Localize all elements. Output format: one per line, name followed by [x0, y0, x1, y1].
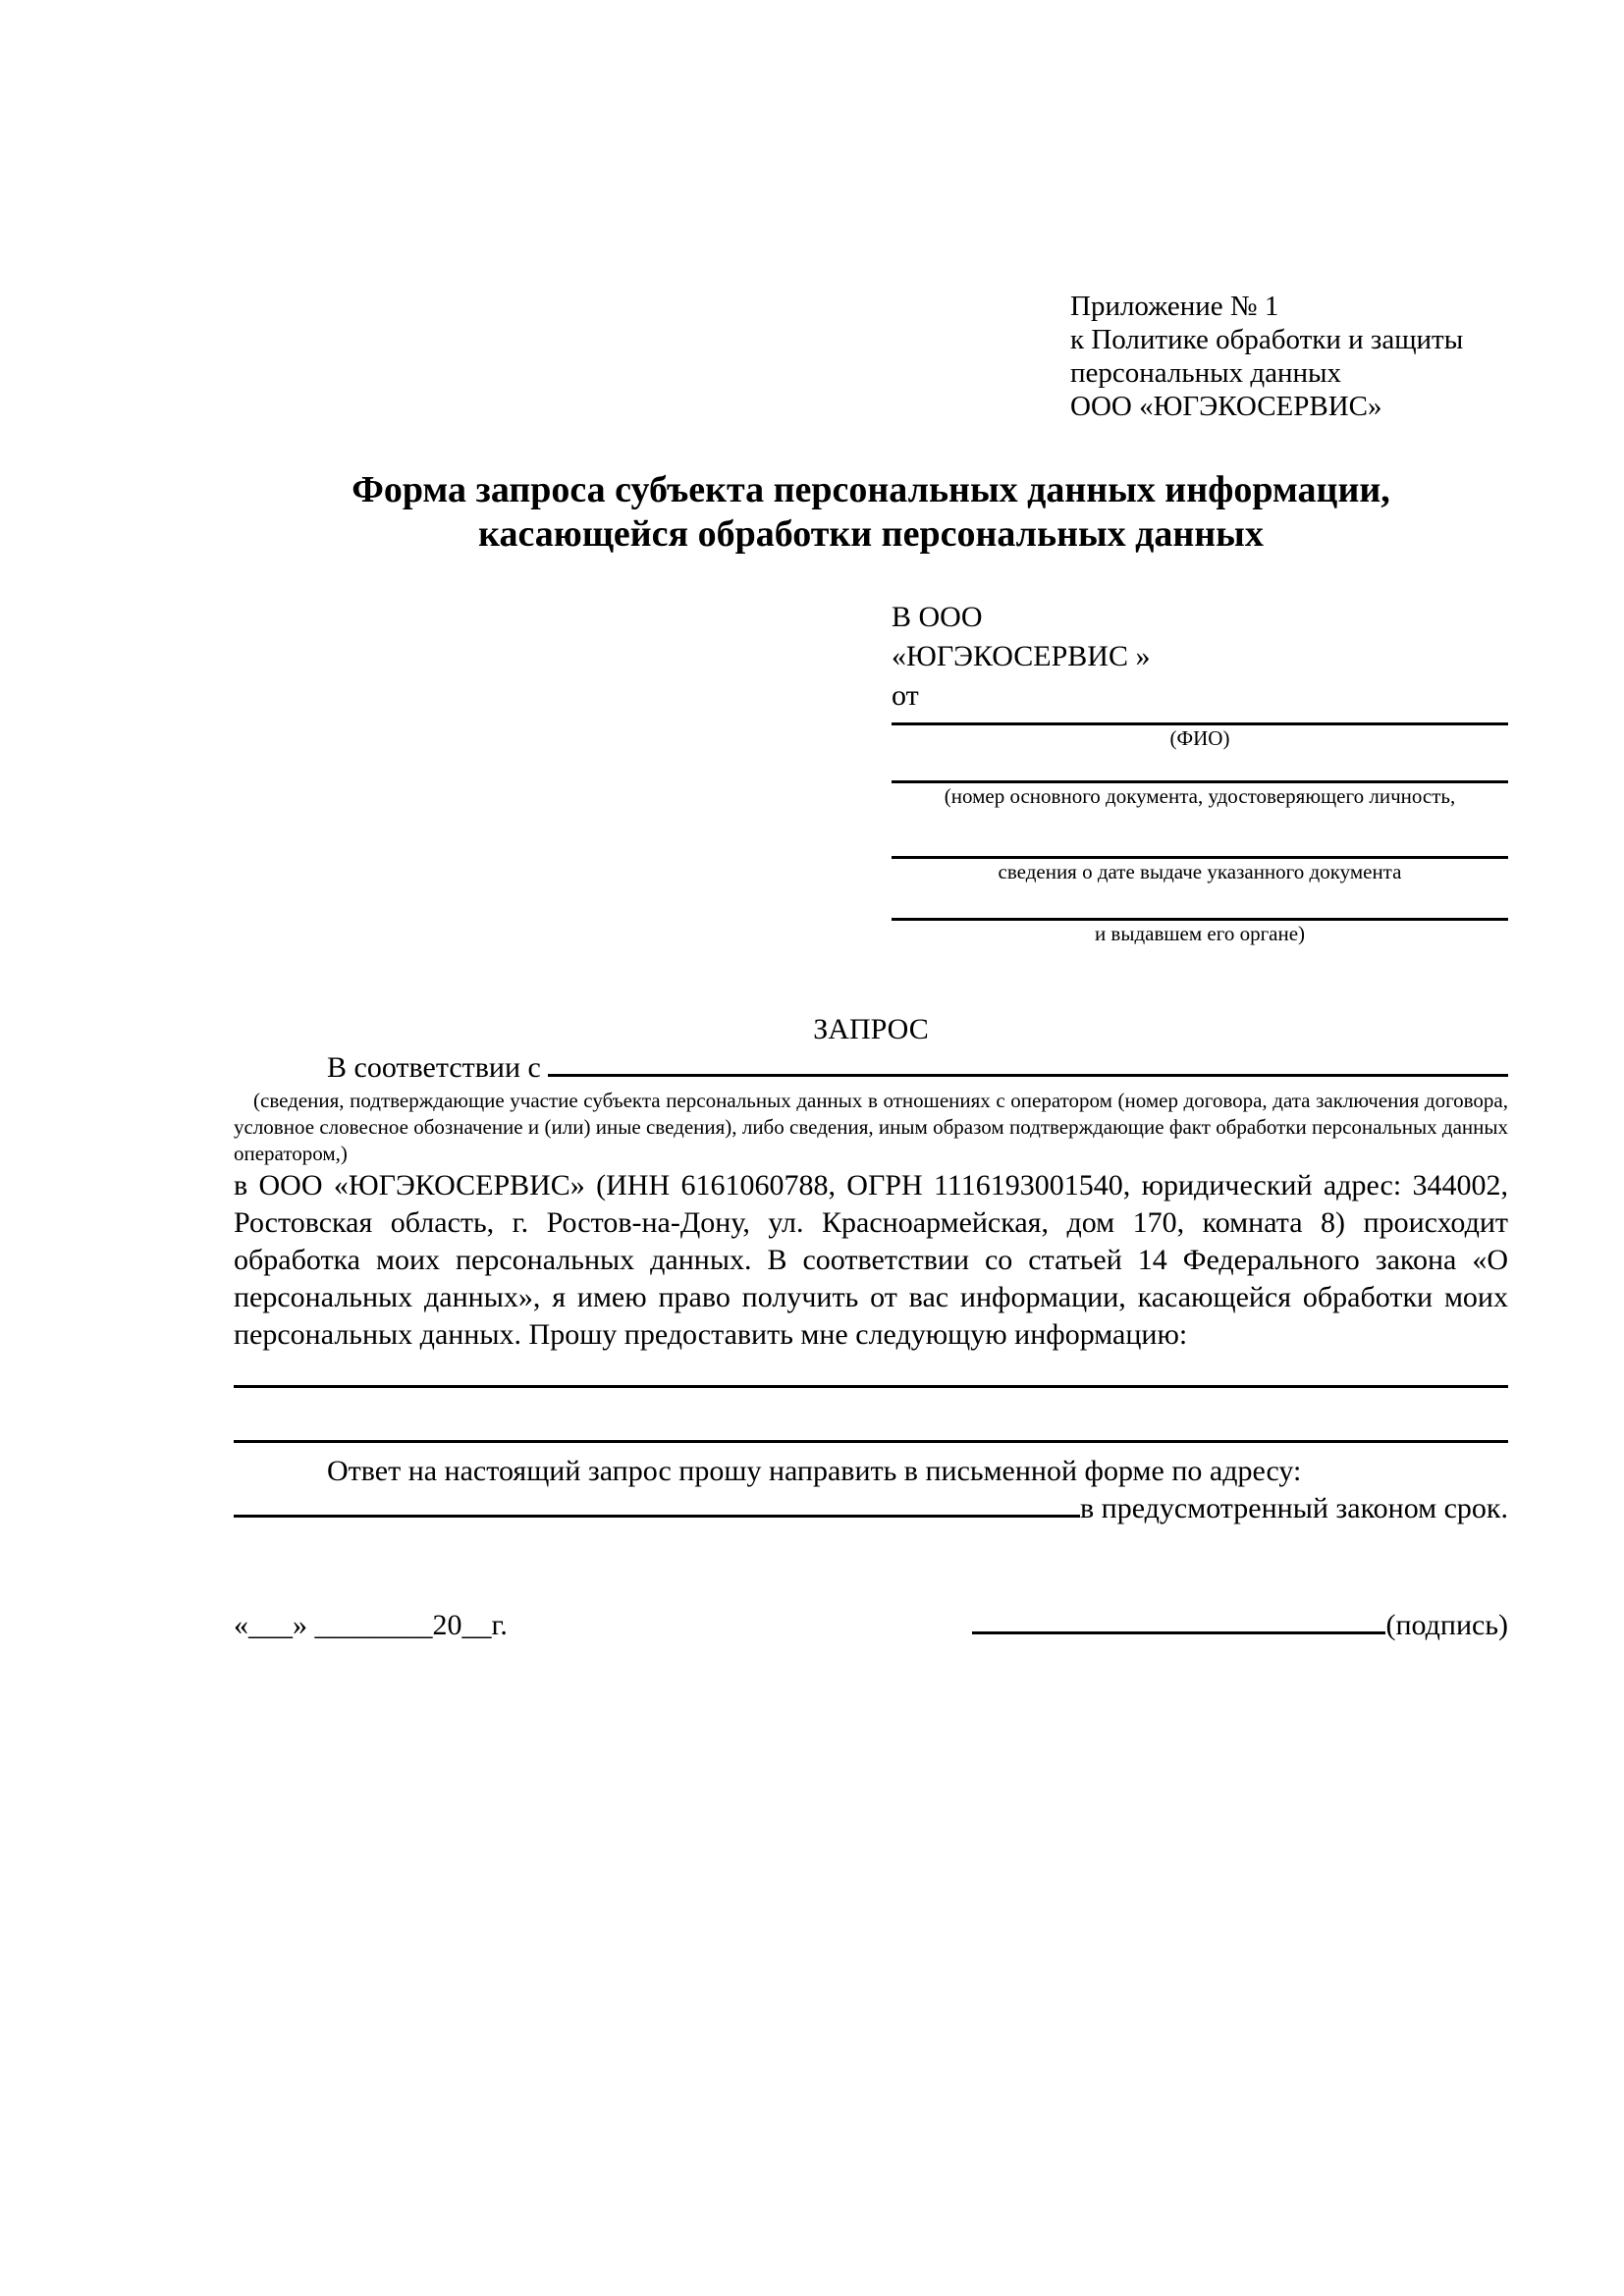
- signature-caption: (подпись): [1385, 1609, 1508, 1641]
- reply-suffix-text: в предусмотренный законом срок.: [1080, 1492, 1508, 1524]
- intro-blank-line: [548, 1074, 1508, 1077]
- issuing-authority-field: [892, 884, 1508, 946]
- document-title: [234, 468, 1508, 557]
- signature-blank-line: [972, 1631, 1385, 1634]
- appendix-header: [1070, 290, 1512, 423]
- fio-blank-line: [892, 716, 1508, 725]
- document-title-line-1: Форма запроса субъекта персональных данных информации,: [352, 469, 1390, 510]
- request-heading: ЗАПРОС: [813, 1013, 929, 1045]
- document-number-field: [892, 751, 1508, 809]
- intro-prefix-text: В соответствии с: [327, 1051, 549, 1084]
- document-number-blank-line: [892, 751, 1508, 783]
- fio-caption: (ФИО): [1169, 726, 1230, 750]
- appendix-line-4: ООО «ЮГЭКОСЕРВИС»: [1070, 391, 1382, 422]
- issue-date-blank-line: [892, 809, 1508, 859]
- info-blank-line-1: [234, 1354, 1508, 1388]
- intro-note-text: (сведения, подтверждающие участие субъекта персональных данных в отношениях с оператором (номер договора, дата заключения договора, условное словесное обозначение и (или) иные сведения), либо сведения, иным образом подтверждающие факт обработки персональных данных оператором,): [234, 1089, 1508, 1165]
- addressee-from-label: от: [892, 679, 919, 712]
- info-blank-line-2: [234, 1388, 1508, 1443]
- date-signature-row: [234, 1606, 1508, 1645]
- issuing-authority-caption: и выдавшем его органе): [1094, 922, 1306, 945]
- issue-date-field: [892, 809, 1508, 884]
- addressee-block: [892, 598, 1508, 946]
- request-body-paragraph: в ООО «ЮГЭКОСЕРВИС» (ИНН 6161060788, ОГРН 1116193001540, юридический адрес: 344002, Ростовская область, г. Ростов-на-Дону, ул. Красноармейская, дом 170, комната 8) происходит обработка моих персональных данных. В соответствии со статьей 14 Федерального закона «О персональных данных», я имею право получить от вас информации, касающейся обработки моих персональных данных. Прошу предоставить мне следующую информацию:: [234, 1169, 1508, 1351]
- appendix-line-1: Приложение № 1: [1070, 291, 1279, 322]
- reply-address-row: [234, 1490, 1508, 1527]
- addressee-org-line-2: «ЮГЭКОСЕРВИС »: [892, 640, 1151, 672]
- document-title-line-2: касающейся обработки персональных данных: [478, 513, 1264, 555]
- fio-field: [892, 716, 1508, 751]
- appendix-line-2: к Политике обработки и защиты: [1070, 324, 1464, 355]
- address-blank-line: [234, 1515, 1080, 1518]
- addressee-org-line-1: В ООО: [892, 601, 983, 633]
- document-number-caption: (номер основного документа, удостоверяющего личность,: [944, 784, 1456, 808]
- issue-date-caption: сведения о дате выдаче указанного документа: [998, 860, 1402, 883]
- request-intro-line: [234, 1048, 1508, 1088]
- issuing-authority-blank-line: [892, 884, 1508, 921]
- date-blank-text: «___» ________20__г.: [234, 1609, 508, 1641]
- reply-sentence-text: Ответ на настоящий запрос прошу направить в письменной форме по адресу:: [327, 1455, 1302, 1487]
- appendix-line-3: персональных данных: [1070, 357, 1342, 389]
- signature-area: [972, 1606, 1508, 1645]
